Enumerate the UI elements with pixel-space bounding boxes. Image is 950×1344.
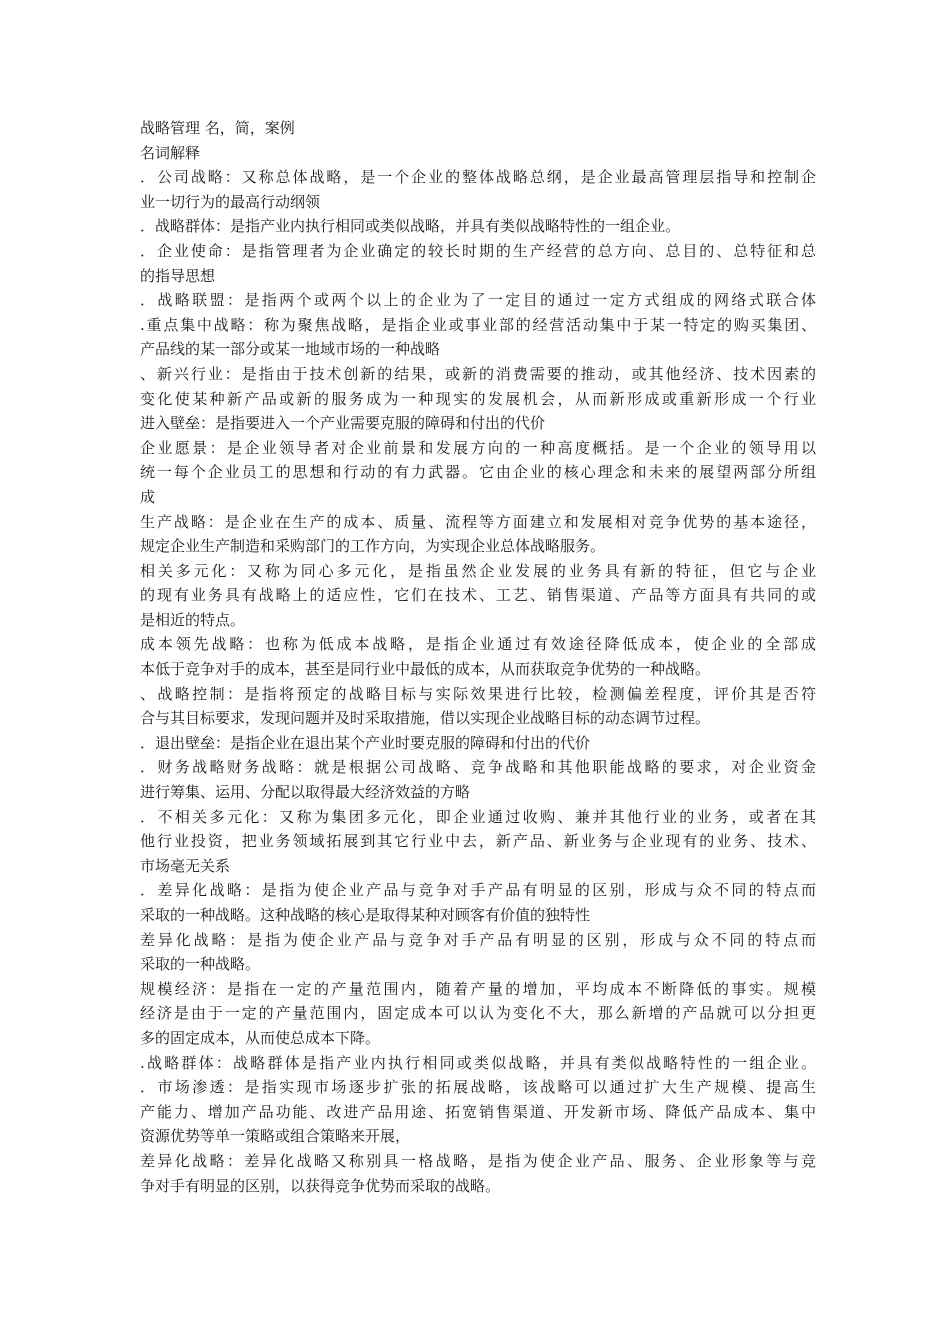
text-line: 多的固定成本，从而使总成本下降。 (140, 1028, 381, 1047)
text-line: .重点集中战略：称为聚焦战略，是指企业或事业部的经营活动集中于某一特定的购买集团、 (140, 315, 816, 334)
text-line: 采取的一种战略。这种战略的核心是取得某种对顾客有价值的独特性 (140, 906, 591, 924)
text-line: 的指导思想 (140, 266, 216, 285)
text-line: 规模经济：是指在一定的产量范围内，随着产量的增加，平均成本不断降低的事实。规模 (140, 979, 816, 998)
text-line: 统一每个企业员工的思想和行动的有力武器。它由企业的核心理念和未来的展望两部分所组 (140, 463, 816, 482)
text-line: ．差异化战略：是指为使企业产品与竞争对手产品有明显的区别，形成与众不同的特点而 (140, 881, 816, 900)
text-line: 争对手有明显的区别，以获得竞争优势而采取的战略。 (140, 1176, 501, 1195)
text-line: 产品线的某一部分或某一地域市场的一种战略 (140, 340, 441, 359)
text-line: 的现有业务具有战略上的适应性，它们在技术、工艺、销售渠道、产品等方面具有共同的或 (140, 586, 816, 605)
text-line: .战略群体：战略群体是指产业内执行相同或类似战略，并具有类似战略特性的一组企业。 (140, 1053, 816, 1072)
text-line: 业一切行为的最高行动纲领 (140, 192, 321, 211)
text-line: ．市场渗透：是指实现市场逐步扩张的拓展战略，该战略可以通过扩大生产规模、提高生 (140, 1078, 816, 1097)
text-line: 资源优势等单一策略或组合策略来开展， (140, 1127, 411, 1146)
text-line: 合与其目标要求，发现问题并及时采取措施，借以实现企业战略目标的动态调节过程。 (140, 709, 711, 728)
text-line: 成本领先战略：也称为低成本战略，是指企业通过有效途径降低成本，使企业的全部成 (140, 635, 816, 654)
text-line: 产能力、增加产品功能、改进产品用途、拓宽销售渠道、开发新市场、降低产品成本、集中 (140, 1102, 816, 1121)
text-line: ．不相关多元化：又称为集团多元化，即企业通过收购、兼并其他行业的业务，或者在其 (140, 807, 816, 826)
text-line: 、新兴行业：是指由于技术创新的结果，或新的消费需要的推动，或其他经济、技术因素的 (140, 364, 816, 383)
text-line: 成 (140, 487, 156, 506)
text-line: 规定企业生产制造和采购部门的工作方向，为实现企业总体战略服务。 (140, 537, 606, 556)
text-line: 采取的一种战略。 (140, 955, 261, 974)
text-line: 进行筹集、运用、分配以取得最大经济效益的方略 (140, 783, 471, 802)
text-line: 市场毫无关系 (140, 856, 231, 875)
document-body (140, 165, 816, 1198)
text-line: 经济是由于一定的产量范围内，固定成本可以认为变化不大，那么新增的产品就可以分担更 (140, 1004, 816, 1023)
section-heading: 名词解释 (140, 143, 201, 162)
text-line: 他行业投资，把业务领域拓展到其它行业中去，新产品、新业务与企业现有的业务、技术、 (140, 832, 816, 851)
text-line: ．企业使命：是指管理者为企业确定的较长时期的生产经营的总方向、总目的、总特征和总 (140, 241, 816, 260)
text-line: ．公司战略：又称总体战略，是一个企业的整体战略总纲，是企业最高管理层指导和控制企 (140, 168, 816, 187)
text-line: ．战略群体：是指产业内执行相同或类似战略，并具有类似战略特性的一组企业。 (140, 217, 681, 236)
text-line: ．战略联盟：是指两个或两个以上的企业为了一定目的通过一定方式组成的网络式联合体 (140, 291, 816, 310)
text-line: ．退出壁垒：是指企业在退出某个产业时要克服的障碍和付出的代价 (140, 733, 591, 752)
text-line: 生产战略：是企业在生产的成本、质量、流程等方面建立和发展相对竞争优势的基本途径， (140, 512, 816, 531)
text-line: ．财务战略财务战略：就是根据公司战略、竞争战略和其他职能战略的要求，对企业资金 (140, 758, 816, 777)
text-line: 差异化战略：是指为使企业产品与竞争对手产品有明显的区别，形成与众不同的特点而 (140, 930, 816, 949)
text-line: 本低于竞争对手的成本，甚至是同行业中最低的成本，从而获取竞争优势的一种战略。 (140, 660, 711, 679)
text-line: 、战略控制：是指将预定的战略目标与实际效果进行比较，检测偏差程度，评价其是否符 (140, 684, 816, 703)
document-title: 战略管理 名，简，案例 (140, 119, 295, 137)
text-line: 进入壁垒：是指要进入一个产业需要克服的障碍和付出的代价 (140, 414, 546, 433)
text-line: 相关多元化：又称为同心多元化，是指虽然企业发展的业务具有新的特征，但它与企业 (140, 561, 816, 580)
document-page (140, 116, 816, 1198)
text-line: 企业愿景：是企业领导者对企业前景和发展方向的一种高度概括。是一个企业的领导用以 (140, 438, 816, 457)
text-line: 变化使某种新产品或新的服务成为一种现实的发展机会，从而新形成或重新形成一个行业 (140, 389, 816, 408)
text-line: 差异化战略：差异化战略又称别具一格战略，是指为使企业产品、服务、企业形象等与竞 (140, 1151, 816, 1170)
text-line: 是相近的特点。 (140, 610, 246, 629)
